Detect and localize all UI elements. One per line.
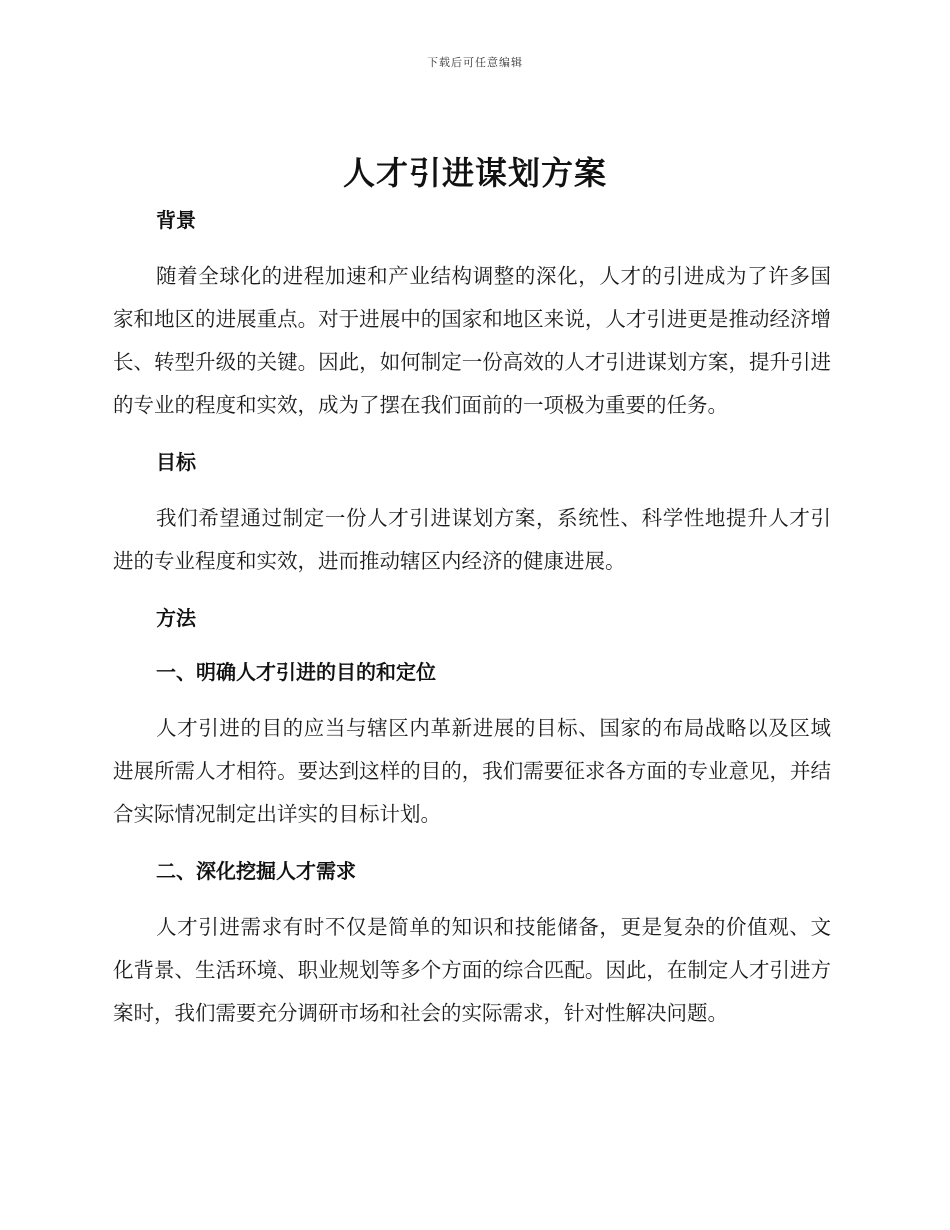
document-title: 人才引进谋划方案 [342, 154, 607, 192]
section-text-background: 随着全球化的进程加速和产业结构调整的深化，人才的引进成为了许多国家和地区的进展重点。对于进展中的国家和地区来说，人才引进更是推动经济增长、转型升级的关键。因此，如何制定一份高效的人才引进谋划方案，提升引进的专业的程度和实效，成为了摆在我们面前的一项极为重要的任务。 [113, 264, 831, 417]
section-text-item-2: 人才引进需求有时不仅是简单的知识和技能储备，更是复杂的价值观、文化背景、生活环境、职业规划等多个方面的综合匹配。因此，在制定人才引进方案时，我们需要充分调研市场和社会的实际需求，针对性解决问题。 [113, 915, 831, 1025]
section-heading-item-1: 一、明确人才引进的目的和定位 [156, 660, 436, 684]
section-text-goal: 我们希望通过制定一份人才引进谋划方案，系统性、科学性地提升人才引进的专业程度和实效，进而推动辖区内经济的健康进展。 [113, 506, 831, 573]
section-background [113, 202, 831, 427]
section-text-item-1: 人才引进的目的应当与辖区内革新进展的目标、国家的布局战略以及区域进展所需人才相符。要达到这样的目的，我们需要征求各方面的专业意见，并结合实际情况制定出详实的目标计划。 [113, 716, 831, 826]
header-note: 下载后可任意编辑 [427, 56, 523, 69]
section-goal [113, 444, 831, 583]
section-method [113, 600, 831, 636]
section-heading-goal: 目标 [156, 450, 196, 474]
section-item-2 [113, 853, 831, 1035]
section-heading-background: 背景 [156, 208, 196, 232]
section-item-1 [113, 654, 831, 836]
document-body [113, 202, 831, 1035]
section-heading-method: 方法 [156, 606, 196, 630]
section-heading-item-2: 二、深化挖掘人才需求 [156, 859, 356, 883]
